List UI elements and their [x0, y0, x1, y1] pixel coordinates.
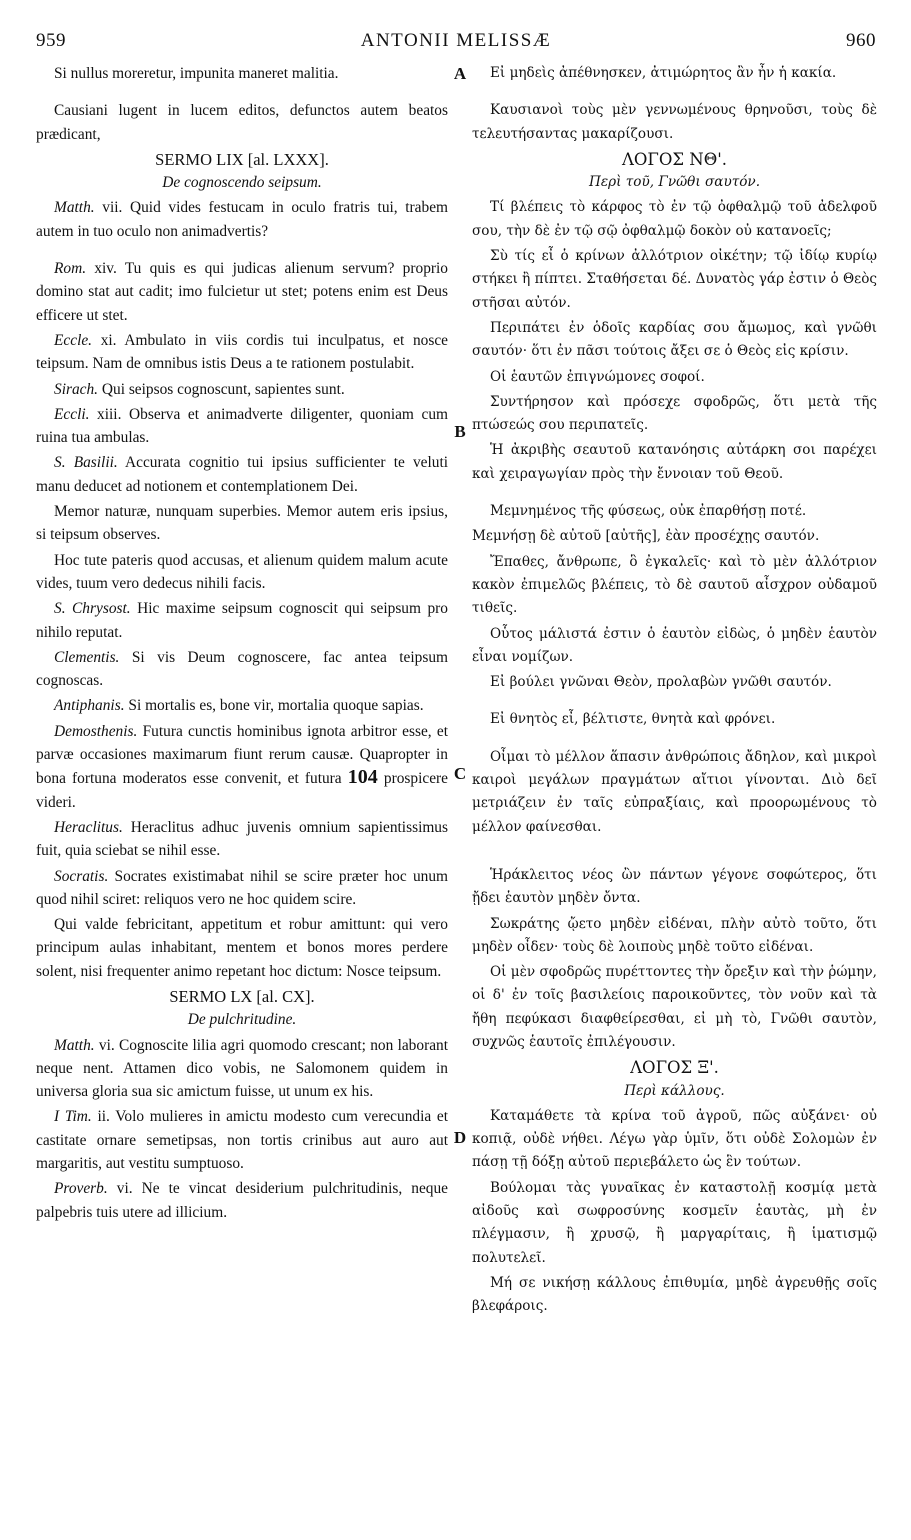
source-ref: Antiphanis.	[54, 697, 125, 715]
latin-paragraph	[36, 329, 448, 376]
latin-paragraph	[36, 196, 448, 243]
sermo-59-subtitle: De cognoscendo seipsum.	[162, 174, 322, 192]
sermo-59-title: SERMO LIX [al. LXXX].	[155, 149, 329, 169]
latin-paragraph	[36, 1105, 448, 1175]
margin-letter-c: C	[453, 764, 467, 783]
source-ref: Sirach.	[54, 380, 99, 398]
logos-60-title: ΛΟΓΟΣ Ξ'.	[630, 1058, 719, 1078]
latin-paragraph	[36, 403, 448, 450]
column-marker: 104	[347, 766, 378, 789]
greek-paragraph: Ἔπαθες, ἄνθρωπε, ὃ ἐγκαλεῖς· καὶ τὸ μὲν ἀλλότριον κακὸν ἐπιμελῶς βλέπεις, τὸ δὲ σαυτοῦ αἶσχρον οὐδαμοῦ τιθεῖς.	[472, 553, 877, 617]
greek-paragraph: Μεμνήσῃ δὲ αὐτοῦ [αὐτῆς], ἐὰν προσέχῃς σαυτόν.	[472, 528, 820, 545]
greek-paragraph: Καταμάθετε τὰ κρίνα τοῦ ἀγροῦ, πῶς αὐξάνει· οὐ κοπιᾷ, οὐδὲ νήθει. Λέγω γὰρ ὑμῖν, ὅτι οὐδὲ Σολομὼν ἐν πάσῃ τῇ δόξῃ αὐτοῦ περιεβάλετο ὡς ἓν τούτων.	[472, 1107, 877, 1171]
source-ref: Eccli.	[54, 405, 90, 423]
paragraph-text: Accurata cognitio tui ipsius sufficienter te veluti manu deducet ad notionem et contemplationem Dei.	[36, 454, 448, 495]
latin-paragraph	[36, 1177, 448, 1224]
latin-paragraph	[36, 865, 448, 912]
latin-paragraph: Hoc tute pateris quod accusas, et alienum quidem malum acute vides, tuum vero dedecus nihili facis.	[36, 551, 448, 592]
source-ref: Socratis.	[54, 867, 109, 885]
page-number-right: 960	[846, 30, 876, 51]
source-ref: Heraclitus.	[54, 818, 123, 836]
paragraph-text: Socrates existimabat nihil se scire præter hoc unum quod nihil sciret: reliquos vero ne hoc quidem scire.	[36, 867, 448, 908]
greek-paragraph: Καυσιανοὶ τοὺς μὲν γεννωμένους θρηνοῦσι, τοὺς δὲ τελευτήσαντας μακαρίζουσι.	[472, 102, 877, 142]
greek-paragraph: Ἡ ἀκριβὴς σεαυτοῦ κατανόησις αὐτάρκη σοι παρέχει καὶ χειραγωγίαν πρὸς τὴν ἔννοιαν τοῦ Θεοῦ.	[472, 442, 877, 482]
paragraph-text: vi. Ne te vincat desiderium pulchritudinis, neque palpebris tuis utere ad illicium.	[36, 1180, 448, 1221]
greek-paragraph: Περιπάτει ἐν ὁδοῖς καρδίας σου ἄμωμος, καὶ γνῶθι σαυτόν· ὅτι ἐν πᾶσι τούτοις ἄξει σε ὁ Θεὸς εἰς κρίσιν.	[472, 319, 877, 360]
paragraph-text: Si vis Deum cognoscere, fac antea teipsum cognoscas.	[36, 648, 448, 690]
greek-paragraph: Ἡράκλειτος νέος ὢν πάντων γέγονε σοφώτερος, ὅτι ᾔδει ἑαυτὸν μηδὲν ὄντα.	[472, 866, 877, 907]
greek-paragraph: Εἰ θνητὸς εἶ, βέλτιστε, θνητὰ καὶ φρόνει.	[490, 711, 776, 728]
source-ref: Proverb.	[54, 1180, 108, 1198]
latin-paragraph	[36, 720, 448, 814]
page-header	[36, 30, 876, 58]
source-ref: S. Basilii.	[54, 454, 118, 472]
source-ref: Clementis.	[54, 648, 120, 666]
paragraph-text: xiv. Tu quis es qui judicas alienum servum? proprio domino stat aut cadit; imo fulcietur ut stet; potens enim est Deus efficere ut stet.	[36, 260, 448, 324]
greek-column	[472, 62, 877, 1321]
paragraph-text: Heraclitus adhuc juvenis omnium sapientissimus fuit, quia sciebat se nihil esse.	[36, 818, 448, 860]
greek-paragraph: Συντήρησον καὶ πρόσεχε σφοδρῶς, ὅτι μετὰ τῆς πτώσεώς σου περιπατεῖς.	[472, 393, 877, 434]
paragraph-text: prospicere videri.	[36, 770, 448, 811]
latin-paragraph: Qui valde febricitant, appetitum et robur amittunt: qui vero principum aulas inhabitant, mentem et bonos mores perdere solent, nisi frequenter animo repetant hoc dictum: Nosce teipsum.	[36, 916, 448, 980]
latin-paragraph	[36, 257, 448, 327]
paragraph-text: xiii. Observa et animadverte diligenter, quoniam cum ruina tua ambulas.	[36, 405, 448, 447]
source-ref: Rom.	[54, 260, 87, 278]
source-ref: Matth.	[54, 199, 95, 217]
greek-paragraph: Οἶμαι τὸ μέλλον ἅπασιν ἀνθρώποις ἄδηλον, καὶ μικροὶ καιροὶ μεγάλων πραγμάτων αἴτιοι γίνονται. Διὸ δεῖ μετριάζειν ἐν ταῖς εὐπραξίαις, καὶ προορωμένους τὸ μέλλον φαίνεσθαι.	[472, 748, 877, 835]
source-ref: I Tim.	[54, 1108, 92, 1126]
greek-paragraph: Εἰ μηδεὶς ἀπέθνησκεν, ἀτιμώρητος ἂν ἦν ἡ κακία.	[490, 65, 837, 81]
greek-paragraph: Οὗτος μάλιστά ἐστιν ὁ ἑαυτὸν εἰδὼς, ὁ μηδὲν ἑαυτὸν εἶναι νομίζων.	[472, 625, 877, 665]
latin-paragraph	[36, 597, 448, 644]
paragraph-text: Futura cunctis hominibus ignota arbitror esse, et parvæ occasiones maximarum fiunt rerum causæ. Quapropter in bona fortuna moderatos esse convenit, et futura	[36, 722, 448, 788]
paragraph-text: Si mortalis es, bone vir, mortalia quoque sapias.	[124, 697, 424, 715]
latin-paragraph: Memor naturæ, nunquam superbies. Memor autem eris ipsius, si teipsum observes.	[36, 503, 448, 544]
greek-paragraph: Βούλομαι τὰς γυναῖκας ἐν καταστολῇ κοσμίᾳ μετὰ αἰδοῦς καὶ σωφροσύνης κοσμεῖν ἑαυτὰς, μὴ ἐν πλέγμασιν, ἢ χρυσῷ, ἢ μαργαρίταις, ἢ ἱματισμῷ πολυτελεῖ.	[472, 1179, 877, 1266]
latin-paragraph	[36, 646, 448, 693]
source-ref: Matth.	[54, 1036, 95, 1054]
greek-paragraph: Τί βλέπεις τὸ κάρφος τὸ ἐν τῷ ὀφθαλμῷ τοῦ ἀδελφοῦ σου, τὴν δὲ ἐν τῷ σῷ ὀφθαλμῷ δοκὸν οὐ κατανοεῖς;	[472, 199, 877, 239]
margin-letter-a: A	[453, 64, 467, 83]
greek-paragraph: Σωκράτης ᾤετο μηδὲν εἰδέναι, πλὴν αὐτὸ τοῦτο, ὅτι μηδὲν οἶδεν· τοὺς δὲ λοιποὺς μηδὲ τοῦτο εἰδέναι.	[472, 915, 877, 955]
latin-paragraph	[36, 451, 448, 498]
paragraph-text: vi. Cognoscite lilia agri quomodo crescant; non laborant neque nent. Attamen dico vobis, ne Salomonem quidem in universa gloria sua sic amictum fuisse, ut unum ex his.	[36, 1036, 448, 1101]
greek-paragraph: Οἱ μὲν σφοδρῶς πυρέττοντες τὴν ὄρεξιν καὶ τὴν ῥώμην, οἱ δ' ἐν τοῖς βασιλείοις παροικοῦντες, τὸν νοῦν καὶ τὰ ἤθη πεφύκασι διαφθείρεσθαι, εἰ μὴ τὸ, Γνῶθι σαυτὸν, συχνῶς ἑαυτοῖς ἐπιλέγουσιν.	[472, 964, 877, 1050]
greek-paragraph: Εἰ βούλει γνῶναι Θεὸν, προλαβὼν γνῶθι σαυτόν.	[490, 674, 832, 691]
logos-59-subtitle: Περὶ τοῦ, Γνῶθι σαυτόν.	[588, 174, 761, 191]
paragraph-text: vii. Quid vides festucam in oculo fratris tui, trabem autem in tuo oculo non animadvertis?	[36, 199, 448, 240]
latin-paragraph: Causiani lugent in lucem editos, defunctos autem beatos prædicant,	[36, 102, 448, 143]
greek-paragraph: Μή σε νικήσῃ κάλλους ἐπιθυμία, μηδὲ ἀγρευθῇς σοῖς βλεφάροις.	[472, 1274, 877, 1315]
paragraph-text: ii. Volo mulieres in amictu modesto cum verecundia et castitate ornare semetipsas, non tortis crinibus aut auro aut margaritis, aut vestitu sumptuoso.	[36, 1108, 448, 1173]
source-ref: S. Chrysost.	[54, 600, 131, 618]
greek-paragraph: Οἱ ἑαυτῶν ἐπιγνώμονες σοφοί.	[490, 368, 705, 385]
latin-paragraph	[36, 694, 448, 717]
latin-paragraph: Si nullus moreretur, impunita maneret malitia.	[54, 65, 339, 82]
margin-letter-b: B	[454, 422, 466, 441]
greek-paragraph: Σὺ τίς εἶ ὁ κρίνων ἀλλότριον οἰκέτην; τῷ ἰδίῳ κυρίῳ στήκει ἢ πίπτει. Σταθήσεται δέ. Δυνατὸς γάρ ἐστιν ὁ Θεὸς στῆσαι αὐτόν.	[472, 248, 877, 311]
running-title: ANTONII MELISSÆ	[360, 30, 552, 51]
latin-paragraph	[36, 816, 448, 863]
latin-paragraph	[36, 378, 448, 401]
page-number-left: 959	[36, 30, 66, 51]
logos-59-title: ΛΟΓΟΣ ΝΘ'.	[621, 149, 728, 169]
greek-paragraph: Μεμνημένος τῆς φύσεως, οὐκ ἐπαρθήσῃ ποτέ.	[490, 503, 807, 520]
paragraph-text: xi. Ambulato in viis cordis tui inculpatus, et nosce teipsum. Nam de omnibus istis Deus a te rationem postulabit.	[36, 331, 448, 373]
paragraph-text: Qui seipsos cognoscunt, sapientes sunt.	[98, 380, 345, 398]
paragraph-text: Hic maxime seipsum cognoscit qui seipsum pro nihilo reputat.	[36, 600, 448, 641]
logos-60-subtitle: Περὶ κάλλους.	[624, 1082, 725, 1099]
source-ref: Demosthenis.	[54, 722, 138, 740]
source-ref: Eccle.	[54, 331, 93, 349]
sermo-60-subtitle: De pulchritudine.	[187, 1011, 297, 1029]
margin-letter-d: D	[453, 1128, 467, 1147]
sermo-60-title: SERMO LX [al. CX].	[169, 986, 315, 1006]
latin-column	[36, 62, 448, 1226]
latin-paragraph	[36, 1034, 448, 1104]
